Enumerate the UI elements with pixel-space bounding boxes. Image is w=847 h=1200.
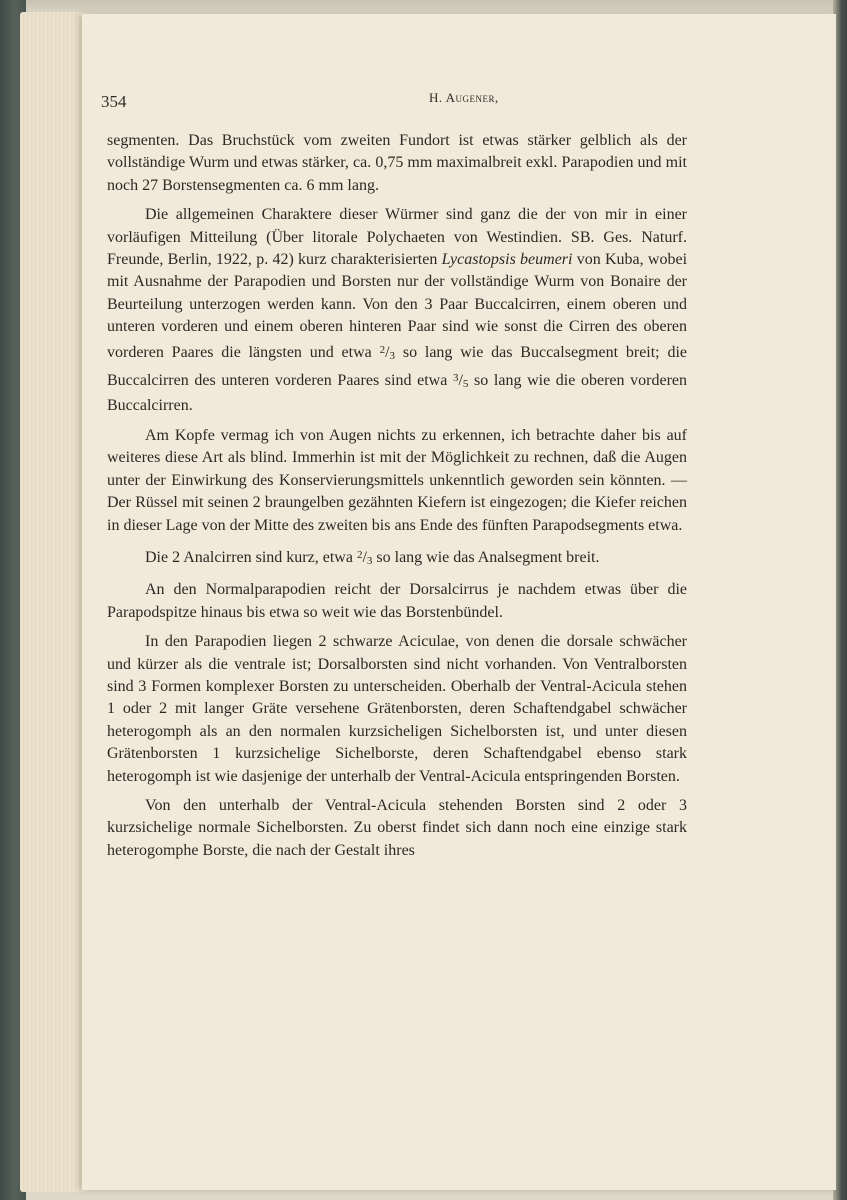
fraction-numerator: 2 xyxy=(379,343,386,356)
page-number: 354 xyxy=(101,92,127,111)
paragraph-2-part-3: so lang wie das Buccalsegment breit; die Buccalcirren des unteren vorderen Paares sind etwa xyxy=(107,343,687,390)
paragraph-6: In den Parapodien liegen 2 schwarze Aciculae, von denen die dorsale schwächer und kürzer als die ventrale ist; Dorsalborsten sind nicht vorhanden. Von Ventralborsten sind 3 Formen komplexer Borsten zu unterscheiden. Oberhalb der Ventral-Acicula stehen 1 oder 2 mit langer Gräte versehene Grätenborsten, deren Schaftendgabel schwächer heterogomph als an den normalen kurzsicheligen Sichelborsten ist, und unter diesen Grätenborsten 1 kurzsichelige Sichelborste, deren Schaftendgabel ebenso stark heterogomph ist wie dasjenige der unterhalb der Ventral-Acicula entspringenden Borsten. xyxy=(107,633,687,785)
running-head: H. Augener, xyxy=(429,90,499,105)
page-stack-edge xyxy=(20,12,90,1192)
paragraph-2-part-2: von Kuba, wobei mit Ausnahme der Parapodien und Borsten nur der vollständige Wurm von Bonaire der Beurteilung unterzogen werden kann. Von den 3 Paar Buccalcirren, einem oberen und unteren vorderen und einem oberen hinteren Paar sind wie sonst die Cirren des oberen vorderen Paares die längsten und etwa xyxy=(107,251,688,361)
paragraph-4-part-1: Die 2 Analcirren sind kurz, etwa xyxy=(145,548,357,566)
page-header xyxy=(101,88,701,114)
paragraph-2-part-4: so lang wie die oberen vorderen Buccalcirren. xyxy=(107,372,688,415)
fraction-denominator: 3 xyxy=(366,554,373,567)
paragraph-2: Die allgemeinen Charaktere dieser Würmer sind ganz die der von mir in einer vorläufigen Mitteilung (Über litorale Polychaeten von Westindien. SB. Ges. Naturf. Freunde, Berlin, 1922, p. 42) kurz charakterisierten Lycastopsis beumeri von Kuba, wobei mit Ausnahme der Parapodien und Borsten nur der vollständige Wurm von Bonaire der Beurteilung unterzogen werden kann. Von den 3 Paar Buccalcirren, einem oberen und unteren vorderen und einem oberen hinteren Paar sind wie sonst die Cirren des oberen vorderen Paares die längsten und etwa $^2$/3 so lang wie das Buccalsegment breit; die Buccalcirren des unteren vorderen Paares sind etwa $^3$/5 so lang wie die oberen vorderen Buccalcirren. xyxy=(107,206,688,415)
book-top-edge xyxy=(0,0,847,12)
paragraph-3: Am Kopfe vermag ich von Augen nichts zu erkennen, ich betrachte daher bis auf weiteres diese Art als blind. Immerhin ist mit der Möglichkeit zu rechnen, daß die Augen unter der Einwirkung des Konservierungsmittels unkenntlich geworden sein könnten. — Der Rüssel mit seinen 2 braungelben gezähnten Kiefern ist eingezogen; die Kiefer reichen in dieser Lage von der Mitte des zweiten bis ans Ende des fünften Parapodsegments etwa. xyxy=(107,426,687,534)
paragraph-4-part-2: so lang wie das Analsegment breit. xyxy=(372,548,600,566)
fraction-denominator: 5 xyxy=(462,378,469,391)
paragraph-2-part-1: Die allgemeinen Charaktere dieser Würmer sind ganz die der von mir in einer vorläufigen Mitteilung (Über litorale Polychaeten von Westindien. SB. Ges. Naturf. Freunde, Berlin, 1922, p. 42) kurz charakterisierten xyxy=(107,206,687,269)
paragraph-5: An den Normalparapodien reicht der Dorsalcirrus je nachdem etwas über die Parapodspitze hinaus bis etwa so weit wie das Borstenbündel. xyxy=(107,581,687,621)
body-text xyxy=(107,130,687,869)
paragraph-4: Die 2 Analcirren sind kurz, etwa $^2$/3 so lang wie das Analsegment breit. xyxy=(145,548,600,567)
fraction-numerator: 2 xyxy=(356,548,363,561)
paragraph-1: segmenten. Das Bruchstück vom zweiten Fundort ist etwas stärker gelblich als der vollständige Wurm und etwas stärker, ca. 0,75 mm maximalbreit exkl. Parapodien und mit noch 27 Borstensegmenten ca. 6 mm lang. xyxy=(107,132,687,194)
fraction-numerator: 3 xyxy=(452,372,459,385)
species-name: Lycastopsis beumeri xyxy=(441,251,573,269)
fraction-denominator: 3 xyxy=(389,349,396,362)
paragraph-7: Von den unterhalb der Ventral-Acicula stehenden Borsten sind 2 oder 3 kurzsichelige normale Sichelborsten. Zu oberst findet sich dann noch eine einzige stark heterogomphe Borste, die nach der Gestalt ihres xyxy=(107,796,687,859)
